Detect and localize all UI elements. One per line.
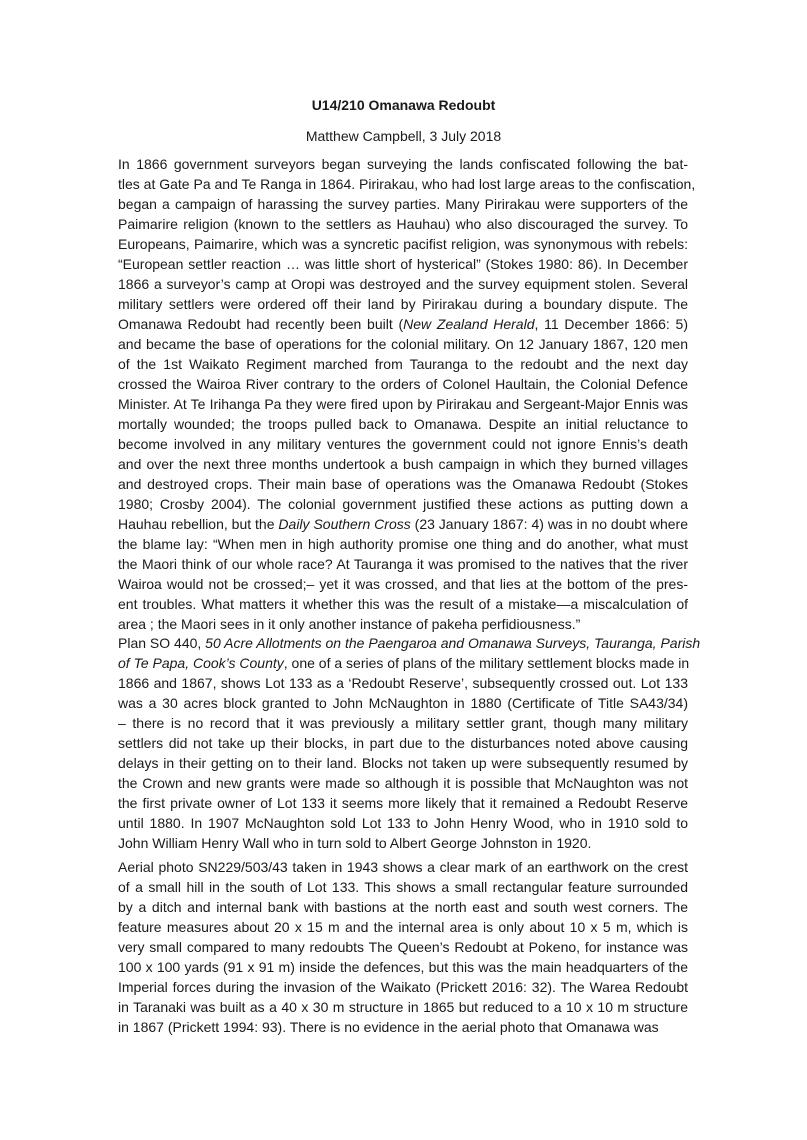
- text-run: Omanawa Redoubt had recently been built (: [118, 316, 404, 332]
- paragraph-aerial-photo: [118, 857, 688, 1037]
- text-run: – there is no record that it was previously a military settler grant, though many military: [118, 715, 688, 731]
- text-line: [118, 897, 688, 917]
- text-run: area ; the Maori sees in it only another instance of pakeha perfidiousness.”: [118, 616, 581, 632]
- text-line: [118, 554, 688, 574]
- text-run: , one of a series of plans of the military settlement blocks made in: [283, 655, 690, 671]
- text-line: [118, 274, 688, 294]
- text-line: [118, 594, 688, 614]
- text-line: [118, 214, 688, 234]
- text-run: of a small hill in the south of Lot 133. This shows a small rectangular feature surrounded: [118, 879, 688, 895]
- text-run: delays in their getting on to their land. Blocks not taken up were subsequently resumed by: [118, 755, 688, 771]
- text-line: [118, 194, 688, 214]
- document-title: U14/210 Omanawa Redoubt: [311, 97, 496, 113]
- text-run: “European settler reaction … was little short of hysterical” (Stokes 1980: 86). In December: [118, 256, 688, 272]
- text-run: Wairoa would not be crossed;– yet it was crossed, and that lies at the bottom of the pres-: [118, 576, 688, 592]
- text-run: Imperial forces during the invasion of the Waikato (Prickett 2016: 32). The Warea Redoubt: [118, 979, 688, 995]
- text-line: [118, 713, 688, 733]
- text-line: [118, 917, 688, 937]
- text-line: [118, 753, 688, 773]
- text-line: [118, 773, 688, 793]
- text-line: [118, 474, 688, 494]
- text-run: by a ditch and internal bank with bastions at the north east and south west corners. The: [118, 899, 688, 915]
- text-run: very small compared to many redoubts The Queen’s Redoubt at Pokeno, for instance was: [118, 939, 688, 955]
- text-run: crossed the Wairoa River contrary to the orders of Colonel Haultain, the Colonial Defence: [118, 376, 688, 392]
- text-line: [118, 454, 688, 474]
- text-line: [118, 294, 688, 314]
- text-run: settlers did not take up their blocks, in part due to the disturbances noted above causing: [118, 735, 688, 751]
- text-line: [118, 154, 688, 174]
- paragraph-land-title: [118, 633, 701, 853]
- text-line: [118, 877, 688, 897]
- italic-title-text: 50 Acre Allotments on the Paengaroa and Omanawa Surveys, Tauranga, Parish: [205, 635, 701, 651]
- text-line: [118, 937, 688, 957]
- text-run: mortally wounded; the troops pulled back to Omanawa. Despite an initial reluctance to: [118, 416, 688, 432]
- text-run: 1866 and 1867, shows Lot 133 as a ‘Redoubt Reserve’, subsequently crossed out. Lot 133: [118, 675, 688, 691]
- text-line: [118, 733, 688, 753]
- text-line: [118, 434, 688, 454]
- text-run: began a campaign of harassing the survey parties. Many Pirirakau were supporters of the: [118, 196, 688, 212]
- text-line: [118, 174, 696, 194]
- text-line: [118, 314, 688, 334]
- text-line: [118, 633, 701, 653]
- text-line: [118, 813, 688, 833]
- text-run: Aerial photo SN229/503/43 taken in 1943 shows a clear mark of an earthwork on the crest: [118, 859, 688, 875]
- italic-title-text: Daily Southern Cross: [278, 516, 411, 532]
- italic-title-text: of Te Papa, Cook’s County: [118, 655, 284, 671]
- text-run: and over the next three months undertook a bush campaign in which they burned villages: [118, 456, 688, 472]
- author-date-line: Matthew Campbell, 3 July 2018: [305, 128, 502, 144]
- text-line: [118, 997, 688, 1017]
- text-line: [118, 857, 688, 877]
- text-run: feature measures about 20 x 15 m and the internal area is only about 10 x 5 m, which is: [118, 919, 688, 935]
- text-run: Minister. At Te Irihanga Pa they were fired upon by Pirirakau and Sergeant-Major Ennis was: [118, 396, 688, 412]
- text-run: Paimarire religion (known to the settlers as Hauhau) who also discouraged the survey. To: [118, 216, 688, 232]
- text-run: become involved in any military ventures the government could not ignore Ennis’s death: [118, 436, 688, 452]
- text-run: (23 January 1867: 4) was in no doubt where: [410, 516, 688, 532]
- text-run: the blame lay: “When men in high authority promise one thing and do another, what must: [118, 536, 688, 552]
- text-line: [118, 1017, 688, 1037]
- text-line: [118, 374, 688, 394]
- text-line: [118, 833, 688, 853]
- text-run: Plan SO 440,: [118, 635, 206, 651]
- paragraph-history: [118, 154, 696, 634]
- text-run: the first private owner of Lot 133 it seems more likely that it remained a Redoubt Reserve: [118, 795, 688, 811]
- text-run: tles at Gate Pa and Te Ranga in 1864. Pirirakau, who had lost large areas to the confiscation,: [118, 176, 696, 192]
- text-run: ent troubles. What matters it whether this was the result of a mistake—a miscalculation of: [118, 596, 688, 612]
- text-line: [118, 414, 688, 434]
- text-run: of the 1st Waikato Regiment marched from Tauranga to the redoubt and the next day: [118, 356, 688, 372]
- text-run: , 11 December 1866: 5): [534, 316, 689, 332]
- text-line: [118, 793, 688, 813]
- text-line: [118, 614, 688, 634]
- text-line: [118, 653, 688, 673]
- text-line: [118, 334, 688, 354]
- text-line: [118, 977, 688, 997]
- text-run: Hauhau rebellion, but the: [118, 516, 279, 532]
- text-line: [118, 957, 688, 977]
- text-line: [118, 354, 688, 374]
- text-run: John William Henry Wall who in turn sold to Albert George Johnston in 1920.: [118, 835, 592, 851]
- text-run: was a 30 acres block granted to John McNaughton in 1880 (Certificate of Title SA43/34): [118, 695, 688, 711]
- text-line: [118, 234, 688, 254]
- text-run: 1980; Crosby 2004). The colonial government justified these actions as putting down a: [118, 496, 688, 512]
- text-line: [118, 514, 688, 534]
- text-run: in 1867 (Prickett 1994: 93). There is no evidence in the aerial photo that Omanawa was: [118, 1019, 659, 1035]
- text-line: [118, 494, 688, 514]
- text-line: [118, 254, 688, 274]
- text-run: In 1866 government surveyors began surveying the lands confiscated following the bat-: [118, 156, 688, 172]
- text-run: and destroyed crops. Their main base of operations was the Omanawa Redoubt (Stokes: [118, 476, 688, 492]
- text-run: Europeans, Paimarire, which was a syncretic pacifist religion, was synonymous with rebels:: [118, 236, 688, 252]
- text-run: 100 x 100 yards (91 x 91 m) inside the defences, but this was the main headquarters of the: [118, 959, 688, 975]
- text-run: military settlers were ordered off their land by Pirirakau during a boundary dispute. The: [118, 296, 688, 312]
- text-line: [118, 693, 688, 713]
- text-run: and became the base of operations for the colonial military. On 12 January 1867, 120 men: [118, 336, 688, 352]
- text-run: the Maori think of our whole race? At Tauranga it was promised to the natives that the river: [118, 556, 688, 572]
- text-run: until 1880. In 1907 McNaughton sold Lot 133 to John Henry Wood, who in 1910 sold to: [118, 815, 688, 831]
- text-line: [118, 534, 688, 554]
- text-run: 1866 a surveyor’s camp at Oropi was destroyed and the survey equipment stolen. Several: [118, 276, 688, 292]
- text-line: [118, 574, 688, 594]
- text-line: [118, 673, 688, 693]
- text-line: [118, 394, 688, 414]
- italic-title-text: New Zealand Herald: [403, 316, 535, 332]
- text-run: the Crown and new grants were made so although it is possible that McNaughton was not: [118, 775, 688, 791]
- text-run: in Taranaki was built as a 40 x 30 m structure in 1865 but reduced to a 10 x 10 m structure: [118, 999, 688, 1015]
